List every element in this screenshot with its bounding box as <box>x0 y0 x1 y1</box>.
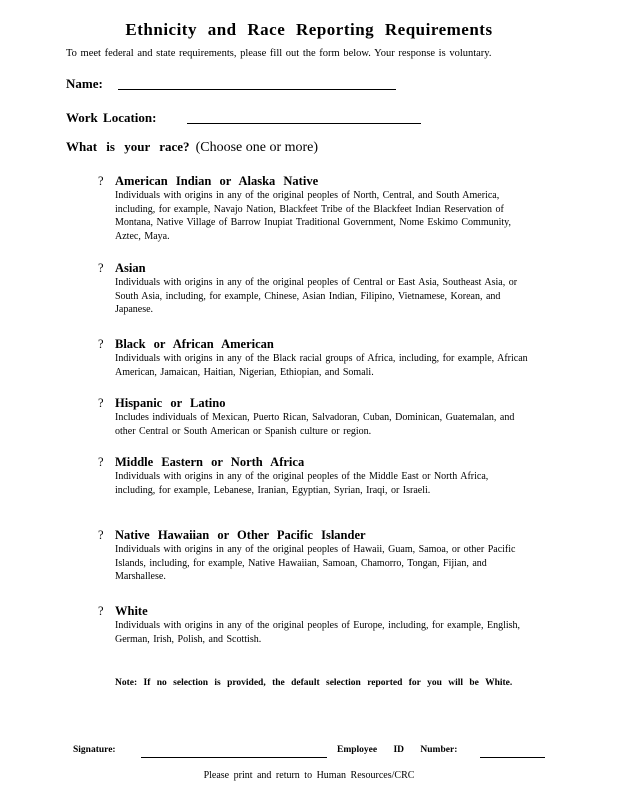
employee-id-label: Employee ID Number: <box>337 745 458 755</box>
return-instructions: Please print and return to Human Resources/CRC <box>203 770 415 781</box>
option-label: Asian <box>115 261 146 275</box>
option-description: Individuals with origins in any of the Black racial groups of Africa, including, for example, African American, Jamaican, Haitian, Nigerian, Ethiopian, and Somali. <box>115 353 528 378</box>
checkbox-white[interactable]: ? <box>98 604 104 618</box>
race-question <box>66 139 318 156</box>
option-description: Individuals with origins in any of the original peoples of the Middle East or North Africa, including, for example, Lebanese, Iranian, Egyptian, Syrian, Iraqi, or Israeli. <box>115 471 489 496</box>
option-asian <box>98 261 528 317</box>
option-american-indian <box>98 174 528 243</box>
employee-id-input-line[interactable] <box>480 757 545 758</box>
race-question-hint: (Choose one or more) <box>195 140 319 155</box>
signature-input-line[interactable] <box>141 757 327 758</box>
option-label: White <box>115 604 148 618</box>
option-middle-eastern-north-africa <box>98 455 528 497</box>
work-location-label: Work Location: <box>66 110 157 125</box>
option-white <box>98 604 528 646</box>
option-label: Native Hawaiian or Other Pacific Islander <box>115 528 366 542</box>
checkbox-hispanic-latino[interactable]: ? <box>98 396 104 410</box>
option-label: Black or African American <box>115 337 274 351</box>
checkbox-asian[interactable]: ? <box>98 261 104 275</box>
option-description: Individuals with origins in any of the original peoples of Central or East Asia, Southeast Asia, or South Asia, including, for example, Chinese, Asian Indian, Filipino, Vietnamese, Korean, and Japanese. <box>115 277 518 316</box>
option-label: American Indian or Alaska Native <box>115 174 319 188</box>
race-question-text: What is your race? <box>66 139 190 154</box>
option-description: Individuals with origins in any of the original peoples of Europe, including, for example, English, German, Irish, Polish, and Scottish. <box>115 620 521 645</box>
option-description: Individuals with origins in any of the original peoples of Hawaii, Guam, Samoa, or other Pacific Islands, including, for example, Native Hawaiian, Samoan, Chamorro, Tongan, Fijian, and Marshallese. <box>115 544 516 583</box>
page-title: Ethnicity and Race Reporting Requirements <box>125 20 493 39</box>
signature-label: Signature: <box>73 745 116 755</box>
option-black-african-american <box>98 337 528 379</box>
name-label: Name: <box>66 76 103 91</box>
checkbox-native-hawaiian-pacific-islander[interactable]: ? <box>98 528 104 542</box>
option-native-hawaiian-pacific-islander <box>98 528 528 584</box>
intro-text: To meet federal and state requirements, please fill out the form below. Your response is voluntary. <box>66 48 492 59</box>
work-location-input-line[interactable] <box>187 123 421 124</box>
name-input-line[interactable] <box>118 89 396 90</box>
checkbox-american-indian[interactable]: ? <box>98 174 104 188</box>
option-hispanic-latino <box>98 396 528 438</box>
option-label: Middle Eastern or North Africa <box>115 455 305 469</box>
option-description: Includes individuals of Mexican, Puerto Rican, Salvadoran, Cuban, Dominican, Guatemalan, and other Central or South American or Spanish culture or region. <box>115 412 515 437</box>
checkbox-black-african-american[interactable]: ? <box>98 337 104 351</box>
option-label: Hispanic or Latino <box>115 396 226 410</box>
option-description: Individuals with origins in any of the original peoples of North, Central, and South America, including, for example, Navajo Nation, Blackfeet Tribe of the Blackfeet Indian Reservation of Montana, Native Village of Barrow Inupiat Traditional Government, Nome Eskimo Community, Aztec, Maya. <box>115 190 512 242</box>
checkbox-middle-eastern-north-africa[interactable]: ? <box>98 455 104 469</box>
default-selection-note: Note: If no selection is provided, the default selection reported for you will be White. <box>115 678 513 688</box>
